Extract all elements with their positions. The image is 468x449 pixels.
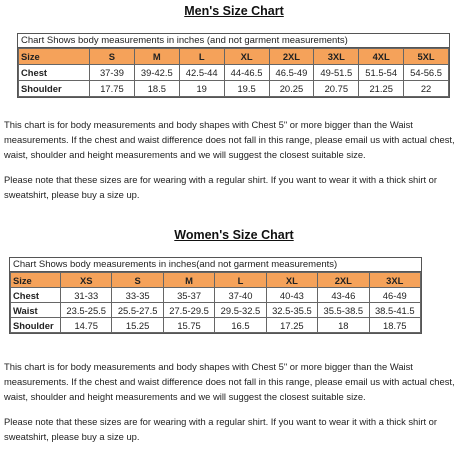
measurement-value-cell: 39-42.5 [134, 65, 179, 81]
measurement-value-cell: 46.5-49 [269, 65, 314, 81]
size-header-cell: Size [19, 49, 90, 65]
measurement-value-cell: 35-37 [163, 288, 214, 303]
measurement-value-cell: 38.5-41.5 [369, 303, 420, 318]
table-row [11, 303, 421, 318]
mens-regular-shirt-note: Please note that these sizes are for wearing with a regular shirt. If you want to wear it with a thick shirt or sweatshirt, please buy a size up. [4, 174, 438, 200]
measurement-value-cell: 51.5-54 [359, 65, 404, 81]
measurement-label-cell: Shoulder [19, 81, 90, 97]
size-header-cell: Size [11, 273, 61, 288]
measurement-label-cell: Chest [11, 288, 61, 303]
size-label-cell: L [179, 49, 224, 65]
measurement-value-cell: 31-33 [61, 288, 112, 303]
measurement-value-cell: 16.5 [215, 318, 266, 333]
table-row [11, 318, 421, 333]
mens-table-caption: Chart Shows body measurements in inches (and not garment measurements) [18, 34, 449, 48]
womens-regular-shirt-note: Please note that these sizes are for wearing with a regular shirt. If you want to wear it with a thick shirt or sweatshirt, please buy a size up. [4, 416, 438, 442]
size-label-cell: 4XL [359, 49, 404, 65]
size-label-cell: 3XL [314, 49, 359, 65]
measurement-value-cell: 20.75 [314, 81, 359, 97]
measurement-value-cell: 33-35 [112, 288, 163, 303]
measurement-value-cell: 42.5-44 [179, 65, 224, 81]
size-label-cell: 3XL [369, 273, 420, 288]
measurement-value-cell: 25.5-27.5 [112, 303, 163, 318]
measurement-value-cell: 35.5-38.5 [318, 303, 369, 318]
measurement-value-cell: 27.5-29.5 [163, 303, 214, 318]
size-label-cell: 2XL [318, 273, 369, 288]
measurement-label-cell: Waist [11, 303, 61, 318]
measurement-value-cell: 19 [179, 81, 224, 97]
measurement-value-cell: 37-39 [90, 65, 135, 81]
measurement-value-cell: 44-46.5 [224, 65, 269, 81]
measurement-value-cell: 32.5-35.5 [266, 303, 317, 318]
mens-size-table-container [17, 33, 450, 98]
measurement-value-cell: 29.5-32.5 [215, 303, 266, 318]
table-row [11, 288, 421, 303]
measurement-value-cell: 43-46 [318, 288, 369, 303]
measurement-value-cell: 46-49 [369, 288, 420, 303]
mens-header-row [19, 49, 449, 65]
womens-body-shape-note: This chart is for body measurements and body shapes with Chest 5" or more bigger than the Waist measurements. If the chest and waist difference does not fall in this range, please email us with actual chest, waist, shoulder and height measurements and we will suggest the closest suitable size. [4, 361, 455, 402]
measurement-label-cell: Shoulder [11, 318, 61, 333]
womens-size-table-container [9, 257, 422, 334]
measurement-value-cell: 21.25 [359, 81, 404, 97]
measurement-value-cell: 17.25 [266, 318, 317, 333]
size-label-cell: XS [61, 273, 112, 288]
size-label-cell: 2XL [269, 49, 314, 65]
measurement-value-cell: 14.75 [61, 318, 112, 333]
measurement-value-cell: 19.5 [224, 81, 269, 97]
measurement-label-cell: Chest [19, 65, 90, 81]
measurement-value-cell: 49-51.5 [314, 65, 359, 81]
mens-size-chart-title: Men's Size Chart [184, 4, 284, 18]
size-label-cell: XL [224, 49, 269, 65]
size-label-cell: XL [266, 273, 317, 288]
table-row [19, 81, 449, 97]
measurement-value-cell: 15.25 [112, 318, 163, 333]
size-label-cell: M [134, 49, 179, 65]
measurement-value-cell: 37-40 [215, 288, 266, 303]
size-label-cell: S [90, 49, 135, 65]
size-label-cell: S [112, 273, 163, 288]
size-label-cell: M [163, 273, 214, 288]
mens-body-shape-note: This chart is for body measurements and body shapes with Chest 5" or more bigger than the Waist measurements. If the chest and waist difference does not fall in this range, please email us with actual chest, waist, shoulder and height measurements and we will suggest the closest suitable size. [4, 119, 455, 160]
measurement-value-cell: 18.75 [369, 318, 420, 333]
measurement-value-cell: 22 [404, 81, 449, 97]
womens-header-row [11, 273, 421, 288]
size-label-cell: L [215, 273, 266, 288]
measurement-value-cell: 15.75 [163, 318, 214, 333]
measurement-value-cell: 23.5-25.5 [61, 303, 112, 318]
womens-size-chart-title: Women's Size Chart [174, 228, 294, 242]
size-label-cell: 5XL [404, 49, 449, 65]
measurement-value-cell: 54-56.5 [404, 65, 449, 81]
table-row [19, 65, 449, 81]
measurement-value-cell: 17.75 [90, 81, 135, 97]
measurement-value-cell: 40-43 [266, 288, 317, 303]
measurement-value-cell: 18.5 [134, 81, 179, 97]
measurement-value-cell: 20.25 [269, 81, 314, 97]
womens-table-caption: Chart Shows body measurements in inches(and not garment measurements) [10, 258, 421, 272]
womens-size-table [10, 272, 421, 333]
measurement-value-cell: 18 [318, 318, 369, 333]
mens-size-table [18, 48, 449, 97]
